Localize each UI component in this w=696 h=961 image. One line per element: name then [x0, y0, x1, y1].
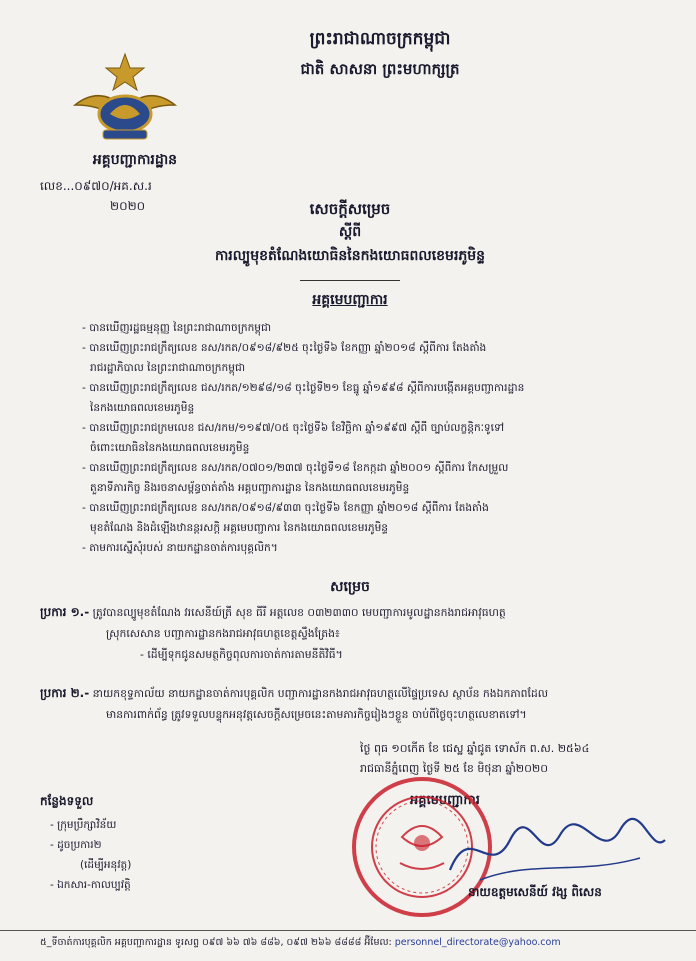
divider — [300, 280, 400, 281]
recipients-list — [50, 815, 131, 895]
footer-email[interactable]: personnel_directorate@yahoo.com — [394, 937, 561, 948]
clause-line: - បានឃើញរដ្ឋធម្មនុញ្ញ នៃព្រះរាជាណាចក្រកម្ពុជា — [82, 322, 272, 334]
kingdom-heading: ព្រះរាជាណាចក្រកម្ពុជា — [309, 29, 451, 49]
clause-line: រាជរដ្ឋាភិបាល នៃព្រះរាជាណាចក្រកម្ពុជា — [90, 362, 246, 374]
legal-clauses — [82, 318, 662, 558]
document-type: សេចក្តីសម្រេច — [309, 200, 391, 218]
recipient-item: - ក្រុមប្រឹក្សាវិន័យ — [50, 819, 117, 831]
article-line: មានការពាក់ព័ន្ធ ត្រូវទទួលបន្ទុកអនុវត្តសេចក្តីសម្រេចនេះតាមភារកិច្ចរៀងៗខ្លួន ចាប់ពីថ្ងៃចុះហត្ថលេខាតទៅ។ — [106, 708, 527, 721]
lunar-date: ថ្ងៃ ពុធ ១០កើត ខែ ជេស្ឋ ឆ្នាំជូត ទោស័ក ព.ស. ២៥៦៤ — [360, 742, 590, 755]
reference-year: ២០២០ — [110, 199, 146, 213]
issuing-department: អគ្គបញ្ជាការដ្ឋាន — [92, 152, 178, 168]
clause-line: - បានឃើញព្រះរាជក្រឹត្យលេខ ជស/រកត/១២៩៨/១៨ ចុះថ្ងៃទី២១ ខែធ្នូ ឆ្នាំ១៩៩៨ ស្តីពីការបង្កើតអគ្គបញ្ជាការដ្ឋាន — [82, 382, 525, 394]
clause-line: តួនាទីភារកិច្ច និងរចនាសម្ព័ន្ធចាត់តាំង អគ្គបញ្ជាការដ្ឋាន នៃកងយោធពលខេមរភូមិន្ទ — [90, 482, 410, 494]
clause-line: - បានឃើញព្រះរាជក្រមលេខ ជស/រកម/១១៩៧/០៥ ចុះថ្ងៃទី៦ ខែវិច្ឆិកា ឆ្នាំ១៩៩៧ ស្តីពី ច្បាប់លក្ខន្តិកៈទូទៅ — [82, 422, 505, 434]
article-line: នាយកខុទ្ទកាល័យ នាយកដ្ឋានចាត់ការបុគ្គលិក បញ្ជាការដ្ឋានកងរាជអាវុធហត្ថលើផ្ទៃប្រទេស ស្ថាប័ន កងឯកភាពដែល — [92, 687, 549, 700]
commander-heading: អគ្គមេបញ្ជាការ — [312, 292, 388, 308]
recipient-item: - ដូចប្រការ២ — [50, 839, 102, 851]
footer-divider — [0, 930, 696, 931]
document-subject: ការល្បូមុខតំណែងយោធិននៃកងយោធពលខេមរភូមិន្ទ — [214, 248, 486, 264]
clause-line: នៃកងយោធពលខេមរភូមិន្ទ — [90, 402, 195, 414]
article-2 — [40, 683, 665, 725]
solar-date: រាជធានីភ្នំពេញ ថ្ងៃទី ២៥ ខែ មិថុនា ឆ្នាំ២០២០ — [360, 762, 549, 775]
reference-number: លេខ...០៩៧០/អគ.ស.រ — [40, 179, 152, 193]
clause-line: មុខតំណែង និងដំឡើងឋានន្តរសក្តិ អគ្គមេបញ្ជាការ នៃកងយោធពលខេមរភូមិន្ទ — [90, 522, 389, 534]
article-line: - ដើម្បីទុកជូនសមត្ថកិច្ចពុលការចាត់ការតាមនីតិវិធី។ — [140, 648, 343, 661]
article-1 — [40, 602, 665, 665]
recipient-item: - ឯកសារ-កាលប្បវត្តិ — [50, 879, 131, 891]
clause-line: - បានឃើញព្រះរាជក្រឹត្យលេខ នស/រកត/០៩១៨/៩៣៣ ចុះថ្ងៃទី៦ ខែកញ្ញា ឆ្នាំ២០១៨ ស្តីពីការ តែងតាំង — [82, 502, 489, 514]
recipients-title: កន្លែងទទួល — [40, 794, 94, 808]
handwritten-signature-icon — [440, 810, 670, 890]
article-label: ប្រការ ២.- — [40, 686, 90, 700]
article-line: ស្រុកសេសាន បញ្ជាការដ្ឋានកងរាជអាវុធហត្ថខេត្តស្ទឹងត្រែង៖ — [106, 627, 340, 640]
clause-line: - បានឃើញព្រះរាជក្រឹត្យលេខ នស/រកត/០៩១៨/៩២៥ ចុះថ្ងៃទី៦ ខែកញ្ញា ឆ្នាំ២០១៨ ស្តីពីការ តែងតាំង — [82, 342, 487, 354]
article-line: ត្រូវបានល្បូមុខតំណែង វរសេនីយ៍ត្រី សុខ ធីរី អត្តលេខ ០៣២៣៣០ មេបញ្ជាការមូលដ្ឋានកងរាជអាវុធហត្ថ — [92, 606, 506, 619]
clause-line: - តាមការស្នើសុំរបស់ នាយកដ្ឋានចាត់ការបុគ្គលិក។ — [82, 542, 278, 554]
decision-heading: សម្រេច — [330, 579, 370, 595]
about-label: ស្តីពី — [338, 224, 362, 240]
signer-name: នាយឧត្តមសេនីយ៍ វង្ស ពិសេន — [468, 885, 602, 899]
footer-contact — [40, 936, 561, 950]
clause-line: ចំពោះយោធិននៃកងយោធពលខេមរភូមិន្ទ — [90, 442, 250, 454]
recipient-item: (ដើម្បីអនុវត្ត) — [80, 859, 132, 871]
article-label: ប្រការ ១.- — [40, 605, 90, 619]
military-emblem-icon — [70, 50, 180, 148]
signature-title: អគ្គមេបញ្ជាការ — [410, 793, 480, 808]
national-motto: ជាតិ សាសនា ព្រះមហាក្សត្រ — [300, 60, 460, 78]
footer-text: ៥_ទីចាត់ការបុគ្គលិក អគ្គបញ្ជាការដ្ឋាន ទូរសព្ទ ០៩៧ ៦៦ ៧៦ ៨៨៦, ០៩៧ ២៦៦ ៨៨៨៨ អ៊ីមែល: — [40, 937, 392, 948]
clause-line: - បានឃើញព្រះរាជក្រឹត្យលេខ នស/រកត/០៧០១/២៣៧ ចុះថ្ងៃទី១៨ ខែកក្កដា ឆ្នាំ២០០១ ស្តីពីការ កែសម្រួល — [82, 462, 509, 474]
